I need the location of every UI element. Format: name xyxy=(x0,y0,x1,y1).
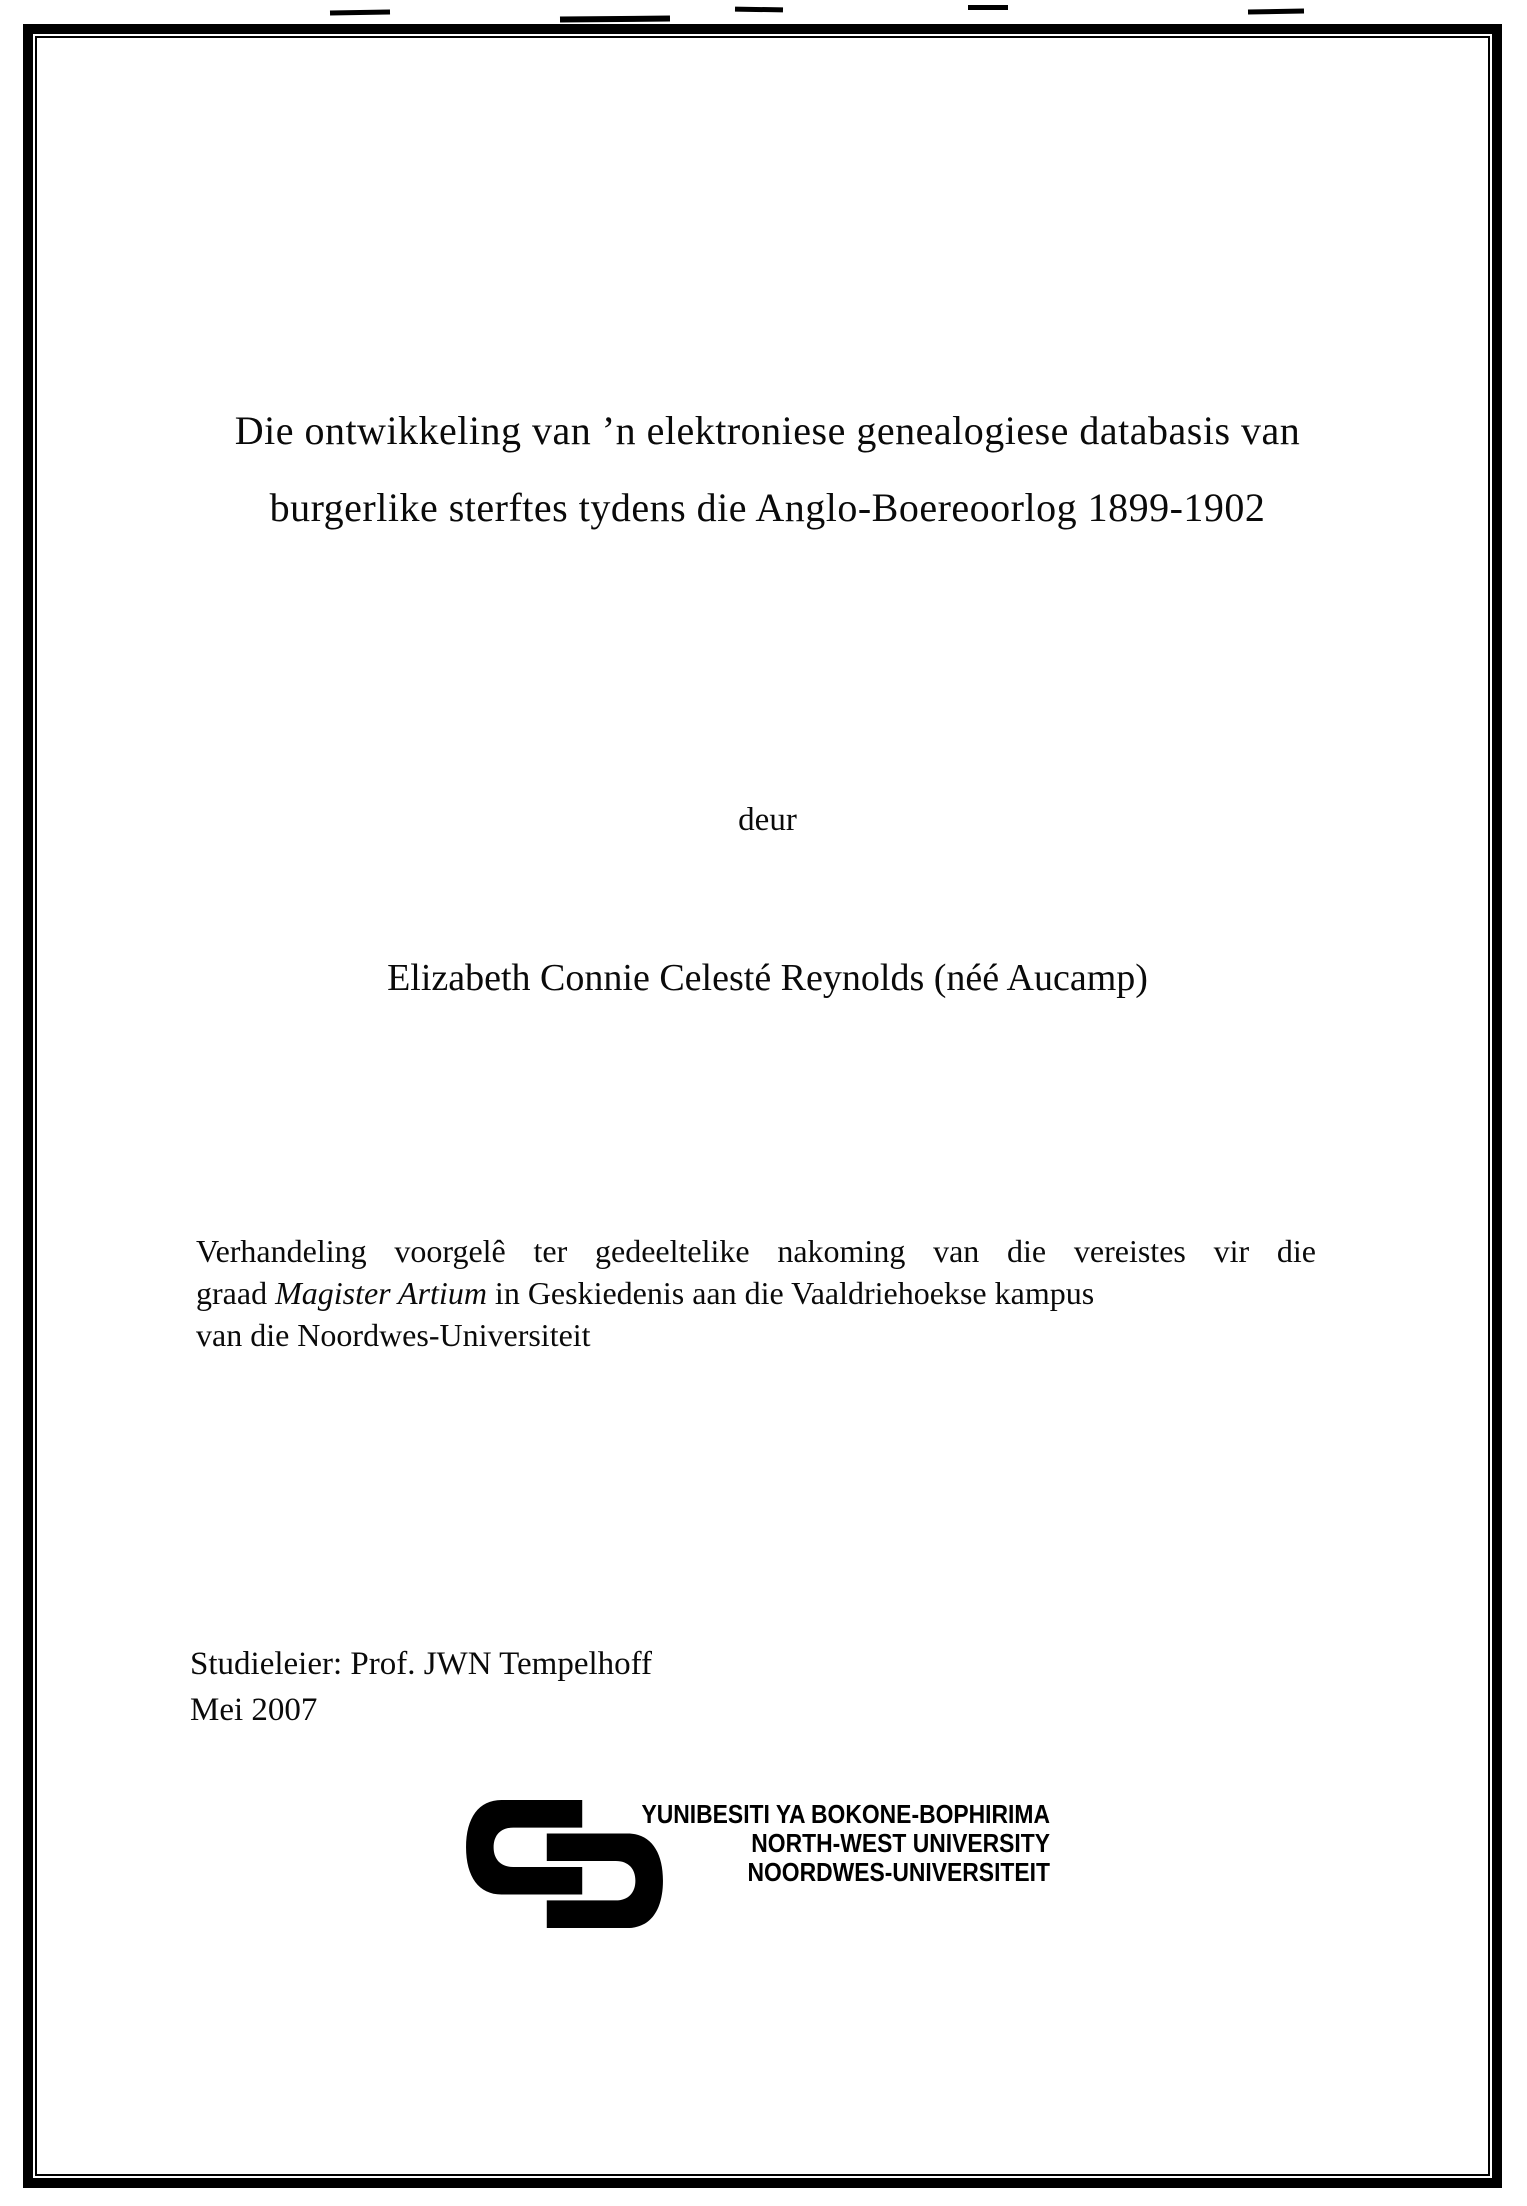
thesis-title xyxy=(190,392,1345,546)
wordmark-afrikaans: NOORDWES-UNIVERSITEIT xyxy=(747,1857,1050,1887)
scan-artifact xyxy=(560,16,670,23)
university-logo xyxy=(466,1798,1066,1938)
degree-statement-line-2-prefix: graad xyxy=(196,1275,276,1311)
scan-artifact xyxy=(1248,9,1304,15)
university-wordmark xyxy=(599,1800,1050,1887)
degree-statement-line-3: van die Noordwes-Universiteit xyxy=(196,1317,591,1353)
thesis-title-line-1: Die ontwikkeling van ’n elektroniese genealogiese databasis van xyxy=(234,408,1301,453)
wordmark-english: NORTH-WEST UNIVERSITY xyxy=(751,1828,1050,1858)
thesis-title-line-2: burgerlike sterftes tydens die Anglo-Boereoorlog 1899-1902 xyxy=(269,485,1266,530)
wordmark-setswana: YUNIBESITI YA BOKONE-BOPHIRIMA xyxy=(641,1799,1050,1829)
date-line: Mei 2007 xyxy=(190,1692,318,1728)
degree-statement-line-1: Verhandeling voorgelê ter gedeeltelike nakoming van die vereistes vir die xyxy=(196,1233,1316,1269)
degree-statement-line-2-suffix: in Geskiedenis aan die Vaaldriehoekse kampus xyxy=(486,1275,1095,1311)
scan-artifact xyxy=(330,9,390,15)
degree-name-italic: Magister Artium xyxy=(275,1275,487,1311)
degree-statement-line-2 xyxy=(196,1272,1316,1314)
author-name: Elizabeth Connie Celesté Reynolds (néé Aucamp) xyxy=(387,957,1148,999)
supervisor-line: Studieleier: Prof. JWN Tempelhoff xyxy=(190,1646,653,1682)
scan-artifact xyxy=(735,7,783,13)
supervisor-block xyxy=(190,1641,652,1733)
scan-artifact xyxy=(968,5,1008,10)
degree-statement xyxy=(196,1230,1316,1356)
byline-label: deur xyxy=(738,802,797,838)
